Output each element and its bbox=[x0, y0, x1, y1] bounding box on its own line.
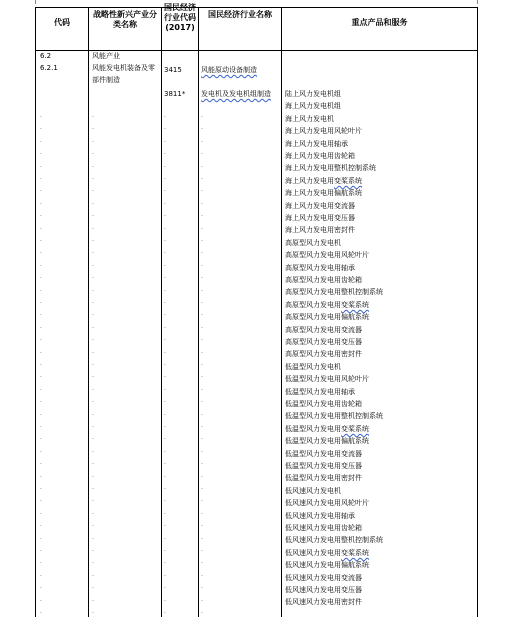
empty-cell-marker: · bbox=[201, 126, 203, 134]
product-item: 低风速风力发电用密封件 bbox=[285, 598, 362, 607]
empty-cell-marker: · bbox=[92, 213, 94, 221]
product-item: 高原型风力发电用密封件 bbox=[285, 350, 362, 359]
empty-cell-marker: · bbox=[201, 200, 203, 208]
empty-cell-marker: · bbox=[92, 114, 94, 121]
empty-cell-marker: · bbox=[40, 349, 42, 357]
header-products: 重点产品和服务 bbox=[351, 18, 408, 27]
empty-cell-marker: · bbox=[40, 188, 42, 196]
row-industry-code-3811: 3811* bbox=[164, 90, 186, 98]
header-industry-code: 国民经济行业代码(2017) bbox=[164, 3, 196, 32]
empty-cell-marker: · bbox=[92, 262, 94, 270]
product-item: 陆上风力发电机组 bbox=[285, 90, 341, 98]
empty-cell-marker: · bbox=[164, 262, 166, 270]
header-category: 战略性新兴产业分类名称 bbox=[93, 10, 157, 29]
empty-cell-marker: · bbox=[92, 151, 94, 159]
empty-cell-marker: · bbox=[92, 436, 94, 444]
empty-cell-marker: · bbox=[201, 448, 203, 456]
empty-cell-marker: · bbox=[164, 411, 166, 419]
product-item: 低温型风力发电用变流器 bbox=[285, 449, 362, 458]
empty-cell-marker: · bbox=[201, 535, 203, 543]
header-industry-name: 国民经济行业名称 bbox=[208, 10, 272, 19]
col-border-5 bbox=[477, 7, 478, 617]
col-border-3 bbox=[198, 7, 199, 617]
empty-cell-marker: · bbox=[40, 498, 42, 506]
product-item: 海上风力发电用整机控制系统 bbox=[285, 164, 376, 173]
empty-cell-marker: · bbox=[164, 548, 166, 555]
empty-cell-marker: · bbox=[92, 163, 94, 171]
empty-cell-marker: · bbox=[201, 486, 203, 493]
empty-cell-marker: · bbox=[92, 535, 94, 543]
empty-cell-marker: · bbox=[201, 238, 203, 245]
product-item: 高原型风力发电用变压器 bbox=[285, 338, 362, 346]
empty-cell-marker: · bbox=[92, 411, 94, 419]
empty-cell-marker: · bbox=[164, 114, 166, 121]
empty-cell-marker: · bbox=[92, 362, 94, 369]
empty-cell-marker: · bbox=[201, 510, 203, 518]
product-item: 低风速风力发电用轴承 bbox=[285, 511, 355, 520]
empty-cell-marker: · bbox=[92, 324, 94, 332]
product-item: 低温型风力发电用变压器 bbox=[285, 462, 362, 470]
empty-cell-marker: · bbox=[164, 275, 166, 283]
empty-cell-marker: · bbox=[92, 510, 94, 518]
empty-cell-marker: · bbox=[164, 461, 166, 469]
empty-cell-marker: · bbox=[164, 498, 166, 506]
empty-cell-marker: · bbox=[40, 262, 42, 270]
product-item: 低风速风力发电机 bbox=[285, 486, 341, 495]
empty-cell-marker: · bbox=[164, 523, 166, 531]
empty-cell-marker: · bbox=[40, 163, 42, 171]
product-item: 低温型风力发电用偏航系统 bbox=[285, 437, 369, 446]
empty-cell-marker: · bbox=[201, 374, 203, 382]
row-industry-name-3415: 风能原动设备制造 bbox=[201, 66, 257, 74]
empty-cell-marker: · bbox=[40, 176, 42, 183]
product-item: 低温型风力发电用轴承 bbox=[285, 387, 355, 396]
empty-cell-marker: · bbox=[201, 287, 203, 295]
product-item: 低温型风力发电机 bbox=[285, 362, 341, 371]
empty-cell-marker: · bbox=[92, 461, 94, 469]
empty-cell-marker: · bbox=[164, 312, 166, 320]
empty-cell-marker: · bbox=[40, 337, 42, 345]
product-item: 高原型风力发电用整机控制系统 bbox=[285, 288, 383, 297]
empty-cell-marker: · bbox=[201, 114, 203, 121]
empty-cell-marker: · bbox=[92, 424, 94, 431]
product-item: 海上风力发电用齿轮箱 bbox=[285, 152, 355, 160]
empty-cell-marker: · bbox=[164, 386, 166, 394]
empty-cell-marker: · bbox=[201, 399, 203, 407]
empty-cell-marker: · bbox=[164, 362, 166, 369]
empty-cell-marker: · bbox=[201, 523, 203, 531]
col-border-1 bbox=[88, 7, 89, 617]
product-item: 海上风力发电用偏航系统 bbox=[285, 189, 362, 198]
empty-cell-marker: · bbox=[164, 560, 166, 568]
empty-cell-marker: · bbox=[164, 424, 166, 431]
empty-cell-marker: · bbox=[201, 560, 203, 568]
product-item: 低温型风力发电用风轮叶片 bbox=[285, 375, 369, 384]
row-industry-code-3415: 3415 bbox=[164, 66, 182, 74]
empty-cell-marker: · bbox=[201, 548, 203, 555]
empty-cell-marker: · bbox=[40, 138, 42, 146]
empty-cell-marker: · bbox=[164, 300, 166, 307]
empty-cell-marker: · bbox=[40, 473, 42, 481]
empty-cell-marker: · bbox=[92, 126, 94, 134]
empty-cell-marker: · bbox=[92, 337, 94, 345]
empty-cell-marker: · bbox=[201, 275, 203, 283]
empty-cell-marker: · bbox=[164, 399, 166, 407]
empty-cell-marker: · bbox=[164, 138, 166, 146]
empty-cell-marker: · bbox=[164, 610, 166, 617]
empty-cell-marker: · bbox=[201, 610, 203, 617]
empty-cell-marker: · bbox=[40, 424, 42, 431]
empty-cell-marker: · bbox=[40, 300, 42, 307]
product-item: 高原型风力发电用齿轮箱 bbox=[285, 276, 362, 284]
product-item: 低温型风力发电用密封件 bbox=[285, 474, 362, 483]
product-item: 高原型风力发电用风轮叶片 bbox=[285, 251, 369, 260]
product-item: 低风速风力发电用偏航系统 bbox=[285, 561, 369, 570]
empty-cell-marker: · bbox=[92, 610, 94, 617]
empty-cell-marker: · bbox=[40, 411, 42, 419]
empty-cell-marker: · bbox=[201, 386, 203, 394]
col-border-2 bbox=[161, 7, 162, 617]
empty-cell-marker: · bbox=[201, 349, 203, 357]
product-item: 海上风力发电机 bbox=[285, 114, 334, 123]
empty-cell-marker: · bbox=[40, 572, 42, 580]
product-item: 低温型风力发电用齿轮箱 bbox=[285, 400, 362, 408]
row-industry-name-3811: 发电机及发电机组制造 bbox=[201, 90, 271, 98]
empty-cell-marker: · bbox=[201, 411, 203, 419]
empty-cell-marker: · bbox=[201, 362, 203, 369]
col-border-0 bbox=[35, 7, 36, 617]
empty-cell-marker: · bbox=[164, 585, 166, 593]
empty-cell-marker: · bbox=[40, 362, 42, 369]
empty-cell-marker: · bbox=[40, 225, 42, 233]
product-item: 低风速风力发电用变桨系统 bbox=[285, 548, 369, 557]
empty-cell-marker: · bbox=[40, 386, 42, 394]
empty-cell-marker: · bbox=[164, 188, 166, 196]
top-tick-left bbox=[35, 0, 36, 4]
empty-cell-marker: · bbox=[40, 312, 42, 320]
empty-cell-marker: · bbox=[40, 585, 42, 593]
row-code-6-2: 6.2 bbox=[40, 52, 52, 60]
empty-cell-marker: · bbox=[201, 250, 203, 258]
empty-cell-marker: · bbox=[40, 486, 42, 493]
empty-cell-marker: · bbox=[201, 188, 203, 196]
empty-cell-marker: · bbox=[164, 213, 166, 221]
product-item: 海上风力发电用风轮叶片 bbox=[285, 127, 362, 136]
product-item: 低风速风力发电用变流器 bbox=[285, 573, 362, 582]
empty-cell-marker: · bbox=[201, 151, 203, 159]
empty-cell-marker: · bbox=[201, 138, 203, 146]
product-item: 海上风力发电机组 bbox=[285, 102, 341, 111]
header-code: 代码 bbox=[54, 18, 70, 27]
empty-cell-marker: · bbox=[40, 610, 42, 617]
empty-cell-marker: · bbox=[40, 275, 42, 283]
empty-cell-marker: · bbox=[164, 510, 166, 518]
empty-cell-marker: · bbox=[164, 176, 166, 183]
empty-cell-marker: · bbox=[201, 262, 203, 270]
empty-cell-marker: · bbox=[92, 250, 94, 258]
product-item: 低风速风力发电用变压器 bbox=[285, 586, 362, 594]
col-border-4 bbox=[281, 7, 282, 617]
empty-cell-marker: · bbox=[92, 300, 94, 307]
row-category-6-2-1: 风能发电机装备及零部件制造 bbox=[92, 64, 155, 84]
empty-cell-marker: · bbox=[92, 523, 94, 531]
empty-cell-marker: · bbox=[40, 597, 42, 605]
empty-cell-marker: · bbox=[164, 436, 166, 444]
empty-cell-marker: · bbox=[92, 473, 94, 481]
empty-cell-marker: · bbox=[164, 448, 166, 456]
empty-cell-marker: · bbox=[40, 374, 42, 382]
empty-cell-marker: · bbox=[40, 548, 42, 555]
product-item: 低风速风力发电用风轮叶片 bbox=[285, 499, 369, 508]
empty-cell-marker: · bbox=[201, 461, 203, 469]
empty-cell-marker: · bbox=[92, 560, 94, 568]
product-item: 低风速风力发电用齿轮箱 bbox=[285, 524, 362, 532]
empty-cell-marker: · bbox=[164, 349, 166, 357]
empty-cell-marker: · bbox=[201, 572, 203, 580]
row-code-6-2-1: 6.2.1 bbox=[40, 64, 58, 72]
empty-cell-marker: · bbox=[92, 597, 94, 605]
empty-cell-marker: · bbox=[92, 225, 94, 233]
top-tick-right bbox=[477, 0, 478, 4]
empty-cell-marker: · bbox=[164, 486, 166, 493]
empty-cell-marker: · bbox=[92, 188, 94, 196]
empty-cell-marker: · bbox=[201, 300, 203, 307]
empty-cell-marker: · bbox=[92, 374, 94, 382]
product-item: 低风速风力发电用整机控制系统 bbox=[285, 536, 383, 545]
empty-cell-marker: · bbox=[201, 312, 203, 320]
empty-cell-marker: · bbox=[201, 498, 203, 506]
empty-cell-marker: · bbox=[164, 287, 166, 295]
product-item: 高原型风力发电用变桨系统 bbox=[285, 300, 369, 309]
empty-cell-marker: · bbox=[92, 312, 94, 320]
empty-cell-marker: · bbox=[164, 250, 166, 258]
empty-cell-marker: · bbox=[40, 461, 42, 469]
empty-cell-marker: · bbox=[40, 213, 42, 221]
empty-cell-marker: · bbox=[92, 548, 94, 555]
empty-cell-marker: · bbox=[40, 200, 42, 208]
empty-cell-marker: · bbox=[40, 535, 42, 543]
empty-cell-marker: · bbox=[92, 572, 94, 580]
product-item: 高原型风力发电用变流器 bbox=[285, 325, 362, 334]
empty-cell-marker: · bbox=[40, 287, 42, 295]
empty-cell-marker: · bbox=[92, 200, 94, 208]
empty-cell-marker: · bbox=[164, 225, 166, 233]
empty-cell-marker: · bbox=[40, 250, 42, 258]
empty-cell-marker: · bbox=[40, 126, 42, 134]
product-item: 高原型风力发电机 bbox=[285, 238, 341, 247]
empty-cell-marker: · bbox=[164, 473, 166, 481]
product-item: 低温型风力发电用整机控制系统 bbox=[285, 412, 383, 421]
empty-cell-marker: · bbox=[92, 275, 94, 283]
empty-cell-marker: · bbox=[40, 324, 42, 332]
empty-cell-marker: · bbox=[201, 213, 203, 221]
empty-cell-marker: · bbox=[201, 324, 203, 332]
empty-cell-marker: · bbox=[201, 585, 203, 593]
empty-cell-marker: · bbox=[92, 399, 94, 407]
empty-cell-marker: · bbox=[201, 597, 203, 605]
empty-cell-marker: · bbox=[164, 238, 166, 245]
empty-cell-marker: · bbox=[40, 151, 42, 159]
empty-cell-marker: · bbox=[201, 436, 203, 444]
empty-cell-marker: · bbox=[92, 349, 94, 357]
empty-cell-marker: · bbox=[201, 473, 203, 481]
empty-cell-marker: · bbox=[92, 585, 94, 593]
empty-cell-marker: · bbox=[164, 535, 166, 543]
empty-cell-marker: · bbox=[201, 337, 203, 345]
product-item: 低温型风力发电用变桨系统 bbox=[285, 424, 369, 433]
empty-cell-marker: · bbox=[164, 597, 166, 605]
empty-cell-marker: · bbox=[40, 436, 42, 444]
empty-cell-marker: · bbox=[164, 572, 166, 580]
product-item: 海上风力发电用变压器 bbox=[285, 214, 355, 222]
empty-cell-marker: · bbox=[164, 324, 166, 332]
product-item: 海上风力发电用轴承 bbox=[285, 139, 348, 148]
product-item: 海上风力发电用密封件 bbox=[285, 226, 355, 235]
empty-cell-marker: · bbox=[40, 510, 42, 518]
empty-cell-marker: · bbox=[164, 200, 166, 208]
empty-cell-marker: · bbox=[40, 560, 42, 568]
empty-cell-marker: · bbox=[40, 114, 42, 121]
empty-cell-marker: · bbox=[92, 176, 94, 183]
empty-cell-marker: · bbox=[92, 287, 94, 295]
product-item: 海上风力发电用变流器 bbox=[285, 201, 355, 210]
empty-cell-marker: · bbox=[201, 424, 203, 431]
empty-cell-marker: · bbox=[40, 448, 42, 456]
empty-cell-marker: · bbox=[164, 151, 166, 159]
product-item: 高原型风力发电用偏航系统 bbox=[285, 313, 369, 322]
empty-cell-marker: · bbox=[40, 238, 42, 245]
empty-cell-marker: · bbox=[40, 523, 42, 531]
empty-cell-marker: · bbox=[201, 225, 203, 233]
product-item: 高原型风力发电用轴承 bbox=[285, 263, 355, 272]
empty-cell-marker: · bbox=[201, 163, 203, 171]
empty-cell-marker: · bbox=[92, 386, 94, 394]
empty-cell-marker: · bbox=[201, 176, 203, 183]
empty-cell-marker: · bbox=[92, 238, 94, 245]
empty-cell-marker: · bbox=[164, 337, 166, 345]
empty-cell-marker: · bbox=[164, 126, 166, 134]
empty-cell-marker: · bbox=[164, 374, 166, 382]
product-item: 海上风力发电用变桨系统 bbox=[285, 176, 362, 185]
empty-cell-marker: · bbox=[164, 163, 166, 171]
row-category-6-2: 风能产业 bbox=[92, 52, 120, 60]
empty-cell-marker: · bbox=[40, 399, 42, 407]
empty-cell-marker: · bbox=[92, 448, 94, 456]
table-top-border bbox=[35, 7, 478, 8]
empty-cell-marker: · bbox=[92, 498, 94, 506]
empty-cell-marker: · bbox=[92, 486, 94, 493]
empty-cell-marker: · bbox=[92, 138, 94, 146]
